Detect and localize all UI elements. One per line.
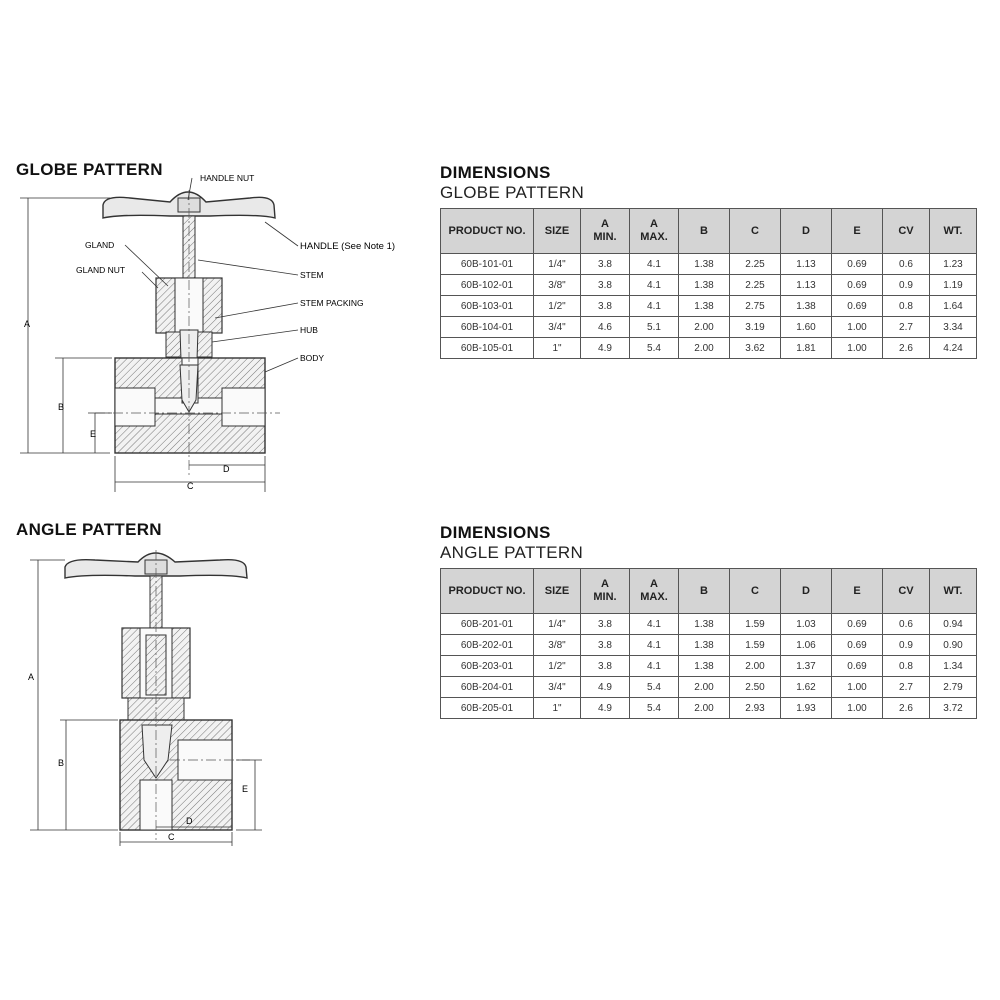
table-cell: 0.69 bbox=[832, 296, 883, 317]
angle-valve-drawing bbox=[0, 540, 430, 850]
table-row bbox=[441, 317, 977, 338]
table-cell: 3.8 bbox=[581, 635, 630, 656]
table-cell: 60B-101-01 bbox=[441, 254, 534, 275]
table-cell: 0.69 bbox=[832, 275, 883, 296]
table-cell: 3.8 bbox=[581, 275, 630, 296]
globe-dimensions-heading: DIMENSIONS bbox=[440, 163, 551, 182]
table-cell: 4.1 bbox=[630, 296, 679, 317]
col-cv: CV bbox=[883, 209, 930, 254]
label-stem-packing: STEM PACKING bbox=[300, 298, 364, 308]
angle-dim-b: B bbox=[58, 758, 65, 768]
table-cell: 2.75 bbox=[730, 296, 781, 317]
table-cell: 60B-102-01 bbox=[441, 275, 534, 296]
table-cell: 2.79 bbox=[930, 677, 977, 698]
table-cell: 0.8 bbox=[883, 656, 930, 677]
label-stem: STEM bbox=[300, 270, 324, 280]
col-size: SIZE bbox=[534, 209, 581, 254]
table-cell: 0.8 bbox=[883, 296, 930, 317]
table-cell: 3/4" bbox=[534, 677, 581, 698]
table-cell: 1.38 bbox=[679, 656, 730, 677]
table-cell: 4.1 bbox=[630, 656, 679, 677]
table-cell: 60B-203-01 bbox=[441, 656, 534, 677]
col-b: B bbox=[679, 569, 730, 614]
col-wt: WT. bbox=[930, 569, 977, 614]
angle-dim-d: D bbox=[186, 816, 193, 826]
table-cell: 1.34 bbox=[930, 656, 977, 677]
table-cell: 3.8 bbox=[581, 254, 630, 275]
table-cell: 0.9 bbox=[883, 275, 930, 296]
table-cell: 3.8 bbox=[581, 296, 630, 317]
col-d: D bbox=[781, 569, 832, 614]
globe-dim-a: A bbox=[24, 319, 31, 329]
table-cell: 0.69 bbox=[832, 614, 883, 635]
table-row bbox=[441, 635, 977, 656]
label-handle: HANDLE (See Note 1) bbox=[300, 241, 396, 252]
col-a-min: A MIN. bbox=[581, 209, 630, 254]
table-cell: 1.19 bbox=[930, 275, 977, 296]
table-cell: 1.00 bbox=[832, 338, 883, 359]
table-cell: 3.19 bbox=[730, 317, 781, 338]
table-cell: 2.6 bbox=[883, 698, 930, 719]
table-cell: 0.6 bbox=[883, 254, 930, 275]
table-cell: 1.00 bbox=[832, 317, 883, 338]
table-cell: 2.93 bbox=[730, 698, 781, 719]
table-cell: 1/2" bbox=[534, 296, 581, 317]
table-cell: 1.00 bbox=[832, 698, 883, 719]
table-cell: 60B-205-01 bbox=[441, 698, 534, 719]
table-cell: 1.13 bbox=[781, 275, 832, 296]
table-row bbox=[441, 296, 977, 317]
table-cell: 5.1 bbox=[630, 317, 679, 338]
col-c: C bbox=[730, 209, 781, 254]
table-cell: 60B-105-01 bbox=[441, 338, 534, 359]
table-row bbox=[441, 614, 977, 635]
table-cell: 2.50 bbox=[730, 677, 781, 698]
col-product-no: PRODUCT NO. bbox=[441, 569, 534, 614]
angle-dim-a: A bbox=[28, 672, 35, 682]
table-cell: 0.69 bbox=[832, 254, 883, 275]
table-cell: 5.4 bbox=[630, 338, 679, 359]
table-cell: 2.7 bbox=[883, 317, 930, 338]
table-cell: 0.94 bbox=[930, 614, 977, 635]
angle-dim-c: C bbox=[168, 832, 175, 842]
label-gland: GLAND bbox=[85, 240, 115, 250]
table-cell: 2.7 bbox=[883, 677, 930, 698]
table-cell: 3/8" bbox=[534, 635, 581, 656]
table-cell: 0.90 bbox=[930, 635, 977, 656]
col-wt: WT. bbox=[930, 209, 977, 254]
table-cell: 4.1 bbox=[630, 254, 679, 275]
table-cell: 3.72 bbox=[930, 698, 977, 719]
table-row bbox=[441, 254, 977, 275]
col-cv: CV bbox=[883, 569, 930, 614]
col-a-min: A MIN. bbox=[581, 569, 630, 614]
table-cell: 5.4 bbox=[630, 698, 679, 719]
table-row bbox=[441, 698, 977, 719]
table-cell: 2.00 bbox=[679, 317, 730, 338]
table-cell: 2.6 bbox=[883, 338, 930, 359]
table-cell: 1.93 bbox=[781, 698, 832, 719]
table-cell: 4.6 bbox=[581, 317, 630, 338]
table-cell: 1.38 bbox=[679, 614, 730, 635]
globe-dim-b: B bbox=[58, 402, 65, 412]
table-cell: 1.38 bbox=[679, 254, 730, 275]
table-cell: 2.25 bbox=[730, 254, 781, 275]
table-cell: 5.4 bbox=[630, 677, 679, 698]
table-cell: 4.9 bbox=[581, 698, 630, 719]
globe-dim-d: D bbox=[223, 464, 230, 474]
table-row bbox=[441, 656, 977, 677]
table-cell: 4.1 bbox=[630, 614, 679, 635]
angle-pattern-title: ANGLE PATTERN bbox=[16, 520, 162, 539]
table-cell: 4.1 bbox=[630, 275, 679, 296]
table-cell: 1.13 bbox=[781, 254, 832, 275]
table-cell: 1.38 bbox=[679, 275, 730, 296]
table-header-row bbox=[441, 569, 977, 614]
table-cell: 2.00 bbox=[679, 338, 730, 359]
table-cell: 60B-202-01 bbox=[441, 635, 534, 656]
table-cell: 2.00 bbox=[730, 656, 781, 677]
angle-dimensions-subheading: ANGLE PATTERN bbox=[440, 543, 584, 562]
globe-pattern-title: GLOBE PATTERN bbox=[16, 160, 163, 179]
table-cell: 1/4" bbox=[534, 614, 581, 635]
angle-dim-e: E bbox=[242, 784, 249, 794]
table-cell: 3.8 bbox=[581, 614, 630, 635]
table-cell: 2.00 bbox=[679, 677, 730, 698]
table-cell: 1/4" bbox=[534, 254, 581, 275]
table-cell: 60B-204-01 bbox=[441, 677, 534, 698]
table-header-row bbox=[441, 209, 977, 254]
label-handle-nut: HANDLE NUT bbox=[200, 173, 255, 183]
label-body: BODY bbox=[300, 353, 325, 363]
table-cell: 1.59 bbox=[730, 635, 781, 656]
col-e: E bbox=[832, 209, 883, 254]
table-cell: 60B-103-01 bbox=[441, 296, 534, 317]
table-cell: 0.6 bbox=[883, 614, 930, 635]
table-cell: 1.23 bbox=[930, 254, 977, 275]
table-cell: 60B-104-01 bbox=[441, 317, 534, 338]
table-cell: 3.8 bbox=[581, 656, 630, 677]
col-e: E bbox=[832, 569, 883, 614]
table-cell: 0.9 bbox=[883, 635, 930, 656]
table-cell: 4.9 bbox=[581, 677, 630, 698]
table-cell: 1.60 bbox=[781, 317, 832, 338]
table-cell: 3.34 bbox=[930, 317, 977, 338]
table-cell: 3/8" bbox=[534, 275, 581, 296]
table-cell: 3/4" bbox=[534, 317, 581, 338]
col-b: B bbox=[679, 209, 730, 254]
col-c: C bbox=[730, 569, 781, 614]
globe-dim-c: C bbox=[187, 481, 194, 491]
table-cell: 3.62 bbox=[730, 338, 781, 359]
table-row bbox=[441, 338, 977, 359]
table-cell: 1.81 bbox=[781, 338, 832, 359]
table-cell: 1" bbox=[534, 338, 581, 359]
angle-table-body bbox=[441, 614, 977, 719]
table-cell: 4.1 bbox=[630, 635, 679, 656]
table-cell: 1.00 bbox=[832, 677, 883, 698]
globe-dim-e: E bbox=[90, 429, 97, 439]
table-row bbox=[441, 275, 977, 296]
table-cell: 0.69 bbox=[832, 635, 883, 656]
table-cell: 1.37 bbox=[781, 656, 832, 677]
table-cell: 1.64 bbox=[930, 296, 977, 317]
label-gland-nut: GLAND NUT bbox=[76, 265, 126, 275]
table-cell: 1.38 bbox=[679, 296, 730, 317]
globe-dimensions-subheading: GLOBE PATTERN bbox=[440, 183, 585, 202]
table-cell: 4.24 bbox=[930, 338, 977, 359]
col-product-no: PRODUCT NO. bbox=[441, 209, 534, 254]
globe-dimensions-table bbox=[440, 208, 977, 359]
table-cell: 2.25 bbox=[730, 275, 781, 296]
table-cell: 2.00 bbox=[679, 698, 730, 719]
table-cell: 4.9 bbox=[581, 338, 630, 359]
table-cell: 0.69 bbox=[832, 656, 883, 677]
table-row bbox=[441, 677, 977, 698]
col-size: SIZE bbox=[534, 569, 581, 614]
table-cell: 1.38 bbox=[781, 296, 832, 317]
table-cell: 1.38 bbox=[679, 635, 730, 656]
globe-valve-drawing bbox=[0, 160, 430, 495]
col-d: D bbox=[781, 209, 832, 254]
angle-dimensions-table bbox=[440, 568, 977, 719]
table-cell: 1.62 bbox=[781, 677, 832, 698]
table-cell: 60B-201-01 bbox=[441, 614, 534, 635]
table-cell: 1" bbox=[534, 698, 581, 719]
globe-table-body bbox=[441, 254, 977, 359]
angle-dimensions-heading: DIMENSIONS bbox=[440, 523, 551, 542]
table-cell: 1.59 bbox=[730, 614, 781, 635]
table-cell: 1/2" bbox=[534, 656, 581, 677]
col-a-max: A MAX. bbox=[630, 569, 679, 614]
label-hub: HUB bbox=[300, 325, 318, 335]
table-cell: 1.06 bbox=[781, 635, 832, 656]
col-a-max: A MAX. bbox=[630, 209, 679, 254]
table-cell: 1.03 bbox=[781, 614, 832, 635]
